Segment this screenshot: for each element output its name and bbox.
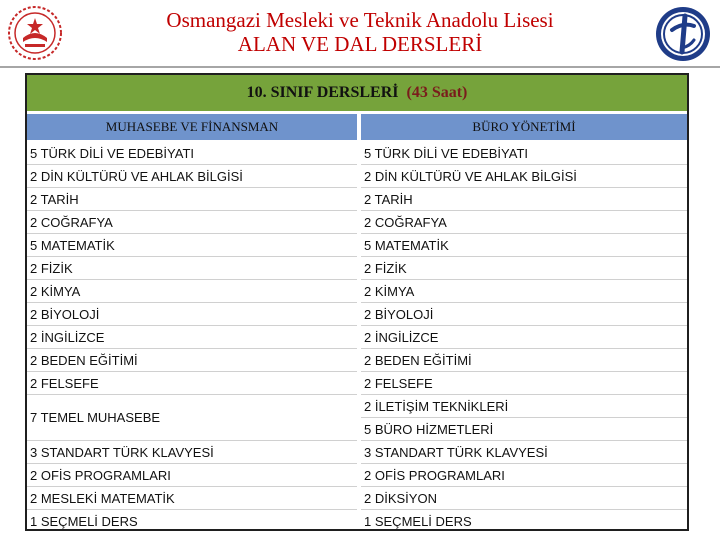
course-row: 2 BEDEN EĞİTİMİ (361, 349, 687, 372)
accounting-course-list (27, 142, 357, 533)
course-row: 3 STANDART TÜRK KLAVYESİ (27, 441, 357, 464)
course-row: 2 BİYOLOJİ (361, 303, 687, 326)
course-row: 2 DİKSİYON (361, 487, 687, 510)
course-row: 2 BİYOLOJİ (27, 303, 357, 326)
course-row: 2 FELSEFE (27, 372, 357, 395)
course-row: 2 İLETİŞİM TEKNİKLERİ (361, 395, 687, 418)
header-divider (0, 66, 720, 68)
course-row: 2 KİMYA (361, 280, 687, 303)
school-logo-icon (652, 4, 714, 64)
meb-emblem-icon (4, 4, 66, 62)
page-title (80, 8, 640, 56)
course-row: 2 COĞRAFYA (361, 211, 687, 234)
column-header-accounting: MUHASEBE VE FİNANSMAN (27, 114, 357, 140)
course-row: 5 MATEMATİK (361, 234, 687, 257)
page-header (0, 0, 720, 66)
course-row: 2 İNGİLİZCE (27, 326, 357, 349)
course-row: 5 TÜRK DİLİ VE EDEBİYATI (361, 142, 687, 165)
title-line-school: Osmangazi Mesleki ve Teknik Anadolu Lisesi (166, 8, 554, 32)
course-table (25, 73, 689, 531)
course-row: 2 KİMYA (27, 280, 357, 303)
course-row: 5 TÜRK DİLİ VE EDEBİYATI (27, 142, 357, 165)
grade-title-bar (27, 75, 687, 114)
course-row: 2 FİZİK (27, 257, 357, 280)
course-row: 2 OFİS PROGRAMLARI (361, 464, 687, 487)
course-row: 2 OFİS PROGRAMLARI (27, 464, 357, 487)
course-row: 2 TARİH (361, 188, 687, 211)
course-row: 2 MESLEKİ MATEMATİK (27, 487, 357, 510)
course-row: 2 İNGİLİZCE (361, 326, 687, 349)
course-row: 5 BÜRO HİZMETLERİ (361, 418, 687, 441)
course-row: 7 TEMEL MUHASEBE (27, 395, 357, 441)
course-row: 2 FELSEFE (361, 372, 687, 395)
column-header-office: BÜRO YÖNETİMİ (361, 114, 687, 140)
grade-hours: (43 Saat) (406, 84, 468, 101)
course-row: 2 DİN KÜLTÜRÜ VE AHLAK BİLGİSİ (27, 165, 357, 188)
course-row: 1 SEÇMELİ DERS (30, 514, 138, 529)
grade-title: 10. SINIF DERSLERİ (246, 84, 399, 101)
course-row: 2 FİZİK (361, 257, 687, 280)
course-row: 2 BEDEN EĞİTİMİ (27, 349, 357, 372)
course-row: 5 MATEMATİK (27, 234, 357, 257)
course-row: 3 STANDART TÜRK KLAVYESİ (361, 441, 687, 464)
course-row: 2 COĞRAFYA (27, 211, 357, 234)
course-row: 1 SEÇMELİ DERS (364, 514, 472, 529)
course-row: 2 DİN KÜLTÜRÜ VE AHLAK BİLGİSİ (361, 165, 687, 188)
office-course-list (361, 142, 687, 533)
course-row: 2 TARİH (27, 188, 357, 211)
title-line-subject: ALAN VE DAL DERSLERİ (237, 32, 483, 56)
